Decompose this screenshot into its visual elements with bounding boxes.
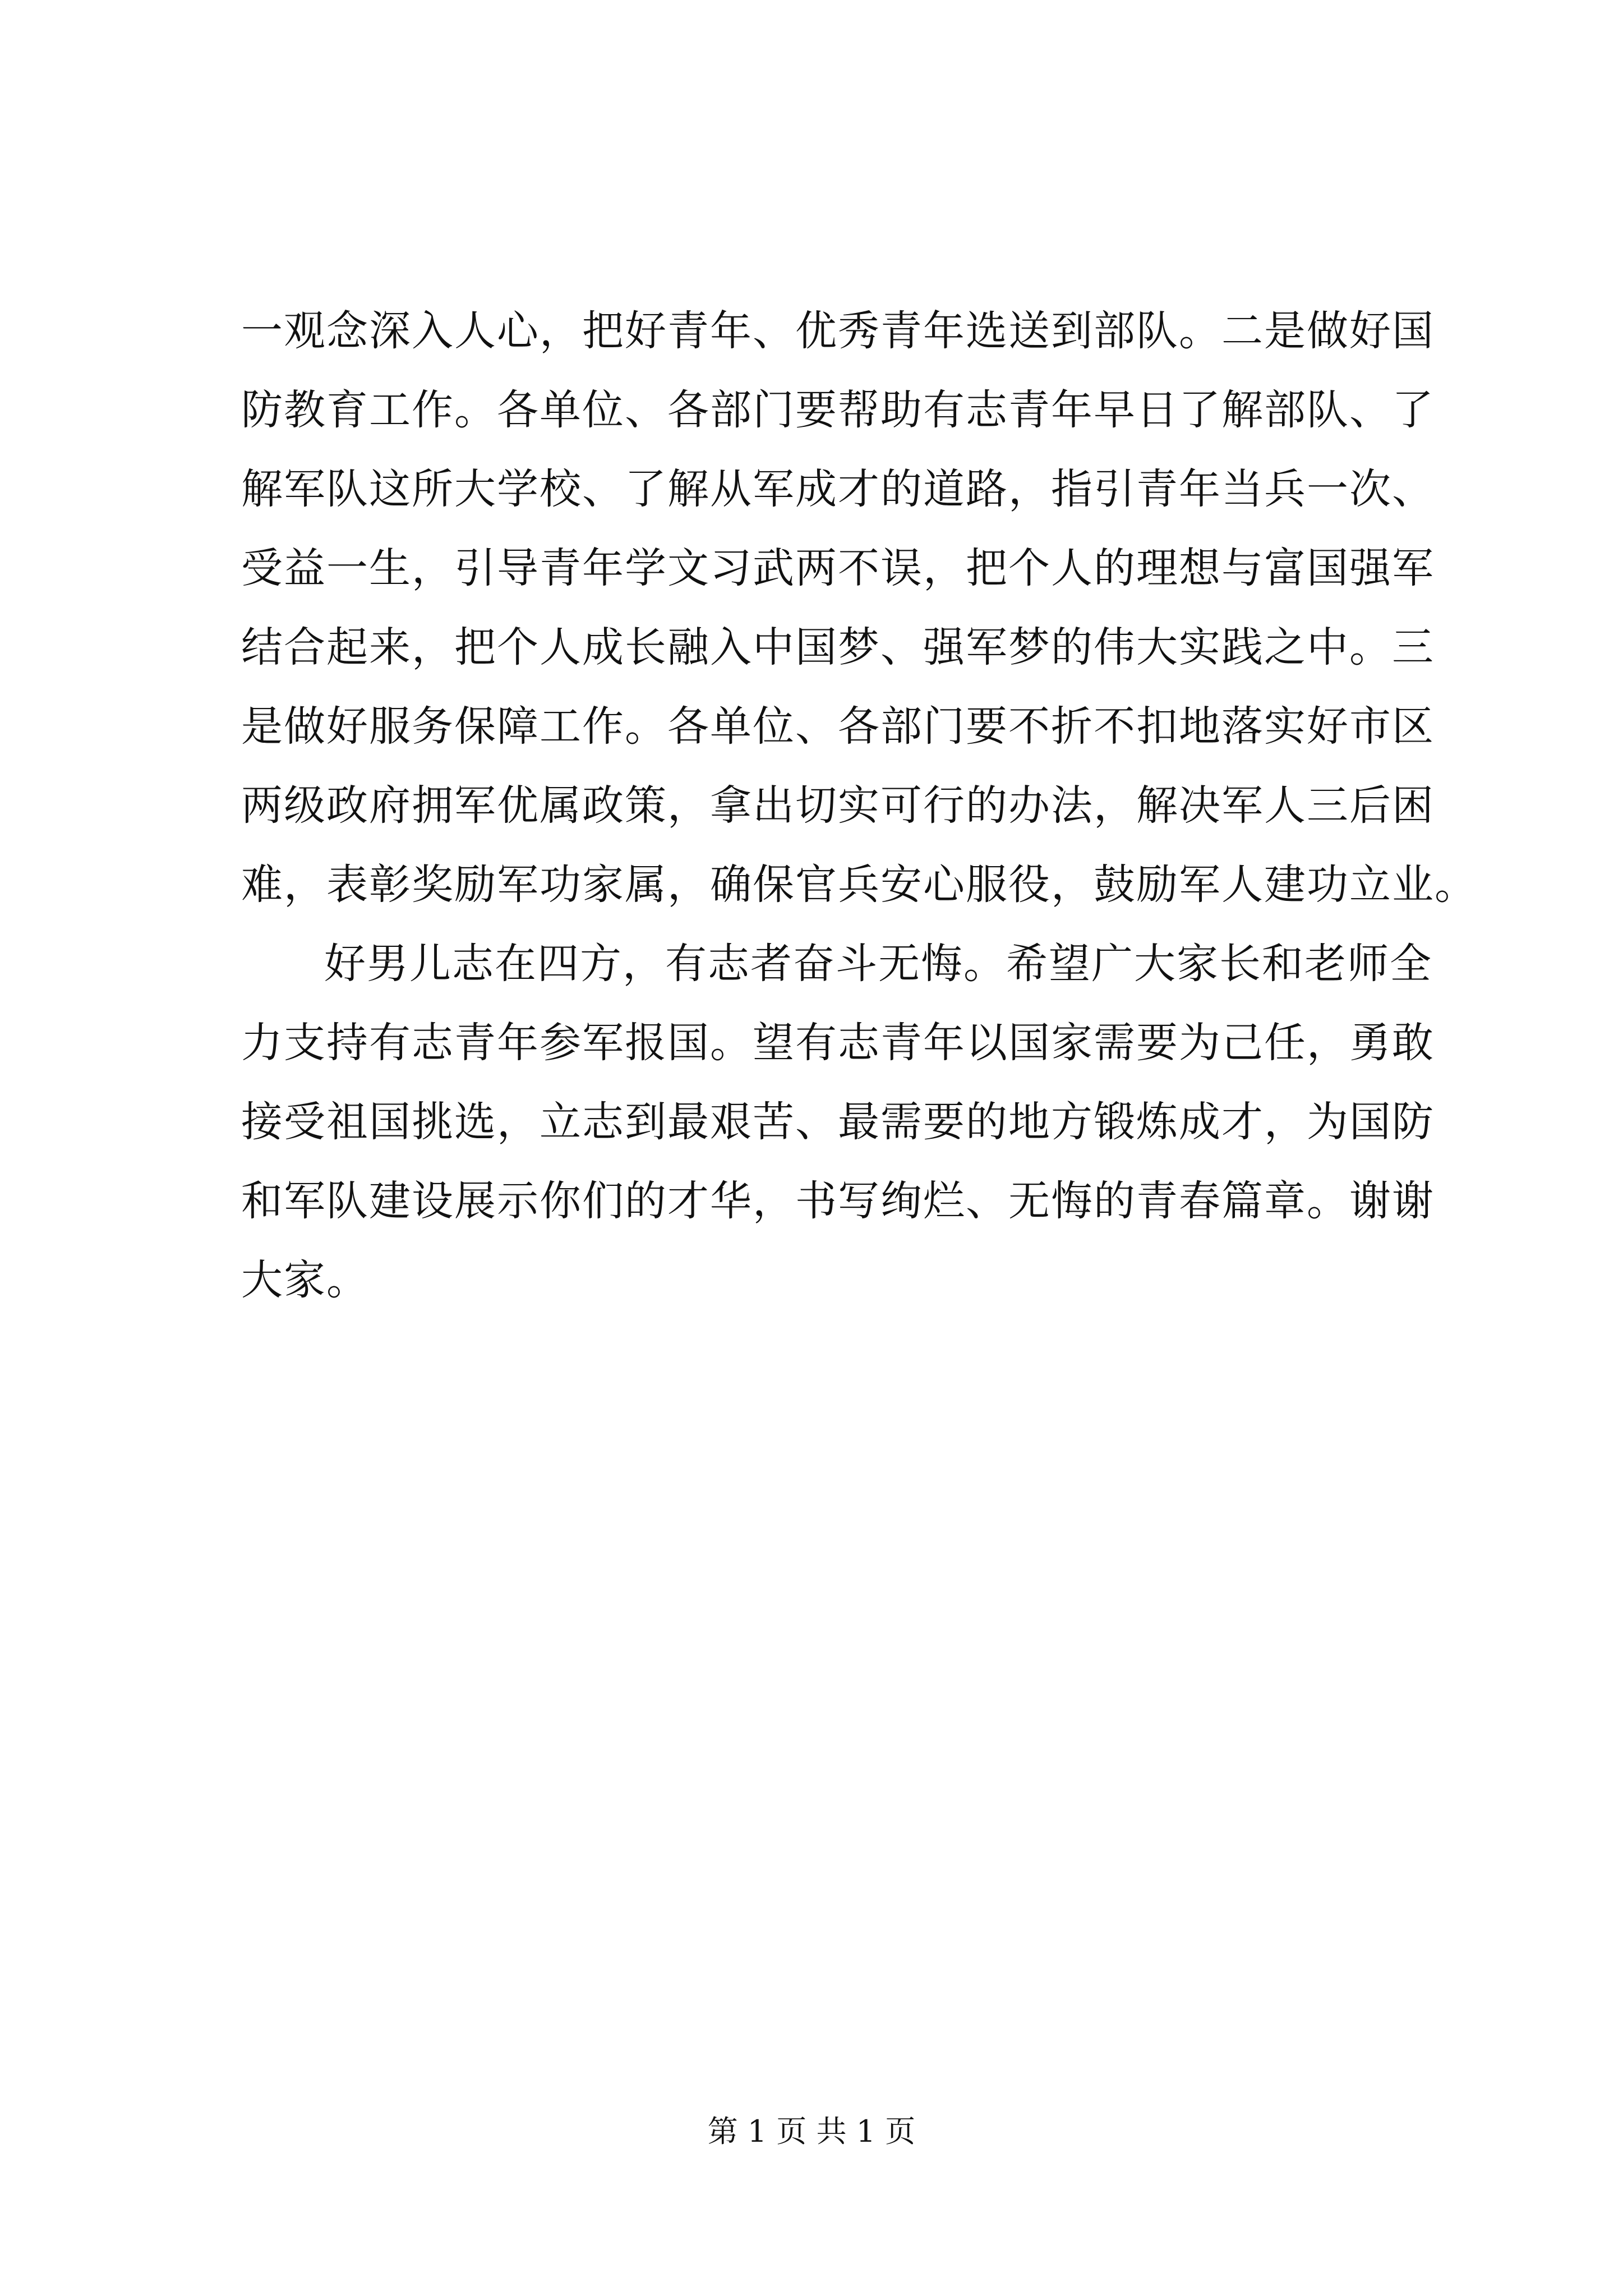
paragraph-2-line-2: 力支持有志青年参军报国。望有志青年以国家需要为己任，勇敢 xyxy=(241,1019,1435,1067)
paragraph-2-line-5: 大家。 xyxy=(241,1256,369,1304)
page-footer xyxy=(0,2109,1623,2154)
paragraph-2-line-3: 接受祖国挑选，立志到最艰苦、最需要的地方锻炼成才，为国防 xyxy=(241,1098,1435,1146)
paragraph-1-line-7: 两级政府拥军优属政策，拿出切实可行的办法，解决军人三后困 xyxy=(241,781,1435,830)
paragraph-1-line-5: 结合起来，把个人成长融入中国梦、强军梦的伟大实践之中。三 xyxy=(241,623,1435,671)
paragraph-1-line-1: 一观念深入人心，把好青年、优秀青年选送到部队。二是做好国 xyxy=(241,307,1435,355)
paragraph-1-line-6: 是做好服务保障工作。各单位、各部门要不折不扣地落实好市区 xyxy=(241,702,1435,751)
paragraph-1-line-8: 难，表彰奖励军功家属，确保官兵安心服役，鼓励军人建功立业。 xyxy=(241,861,1477,909)
paragraph-2-line-1: 好男儿志在四方，有志者奋斗无悔。希望广大家长和老师全 xyxy=(324,940,1432,988)
paragraph-1-line-3: 解军队这所大学校、了解从军成才的道路，指引青年当兵一次、 xyxy=(241,465,1435,513)
paragraph-1-line-2: 防教育工作。各单位、各部门要帮助有志青年早日了解部队、了 xyxy=(241,386,1435,434)
paragraph-2-line-4: 和军队建设展示你们的才华，书写绚烂、无悔的青春篇章。谢谢 xyxy=(241,1177,1435,1225)
paragraph-1-line-4: 受益一生，引导青年学文习武两不误，把个人的理想与富国强军 xyxy=(241,544,1435,592)
document-body xyxy=(241,292,1477,1320)
page-number: 第 1 页 共 1 页 xyxy=(707,2114,916,2149)
